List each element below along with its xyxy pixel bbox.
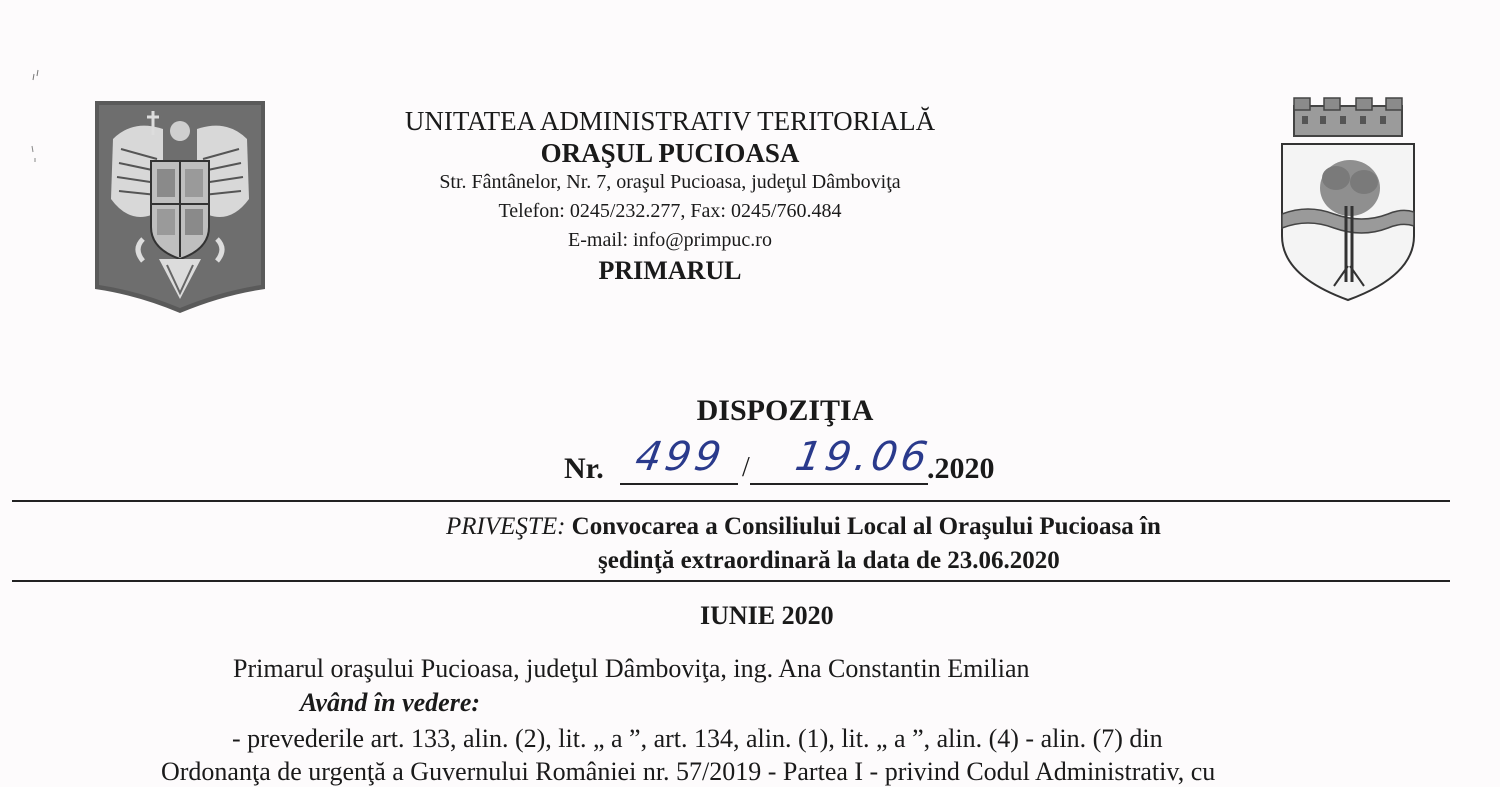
subject-line-1 — [446, 510, 1346, 543]
scan-specks — [26, 66, 46, 176]
handwritten-number: 499 — [631, 434, 729, 480]
body-line-4: Ordonanţa de urgenţă a Guvernului României nr. 57/2019 - Partea I - privind Codul Administrativ, cu — [161, 757, 1216, 786]
body-line-1: Primarul oraşului Pucioasa, judeţul Dâmboviţa, ing. Ana Constantin Emilian — [233, 654, 1030, 683]
divider-bottom — [12, 580, 1450, 582]
divider-top — [12, 500, 1450, 502]
body-line-3: - prevederile art. 133, alin. (2), lit. „ a ”, art. 134, alin. (1), lit. „ a ”, alin. (4) - alin. (7) din — [232, 724, 1163, 753]
romania-coat-of-arms-icon — [93, 99, 267, 315]
address: Str. Fântânelor, Nr. 7, oraşul Pucioasa, judeţul Dâmboviţa — [439, 171, 901, 193]
body-line-2: Având în vedere: — [300, 688, 481, 717]
document-number-line — [560, 434, 1020, 492]
institution-name: UNITATEA ADMINISTRATIV TERITORIALĂ — [404, 106, 936, 136]
office-title: PRIMARUL — [598, 256, 742, 285]
town-name: ORAŞUL PUCIOASA — [540, 138, 800, 168]
month-heading: IUNIE 2020 — [700, 601, 834, 630]
slash-separator: / — [742, 452, 750, 483]
nr-label: Nr. — [564, 452, 604, 485]
institution-header — [380, 104, 960, 287]
pucioasa-coat-of-arms-icon — [1278, 96, 1418, 302]
handwritten-date: 19.06 — [791, 434, 935, 480]
phone-fax: Telefon: 0245/232.277, Fax: 0245/760.484 — [498, 200, 842, 222]
subject-label: PRIVEŞTE: — [446, 513, 566, 540]
subject-text-2: şedinţă extraordinară la data de 23.06.2020 — [598, 547, 1060, 574]
number-underline — [620, 483, 738, 485]
year: .2020 — [927, 452, 995, 485]
email: E-mail: info@primpuc.ro — [568, 229, 772, 251]
document-title: DISPOZIŢIA — [696, 394, 874, 427]
date-underline — [750, 483, 928, 485]
subject-text-1: Convocarea a Consiliului Local al Oraşului Pucioasa în — [571, 513, 1161, 540]
